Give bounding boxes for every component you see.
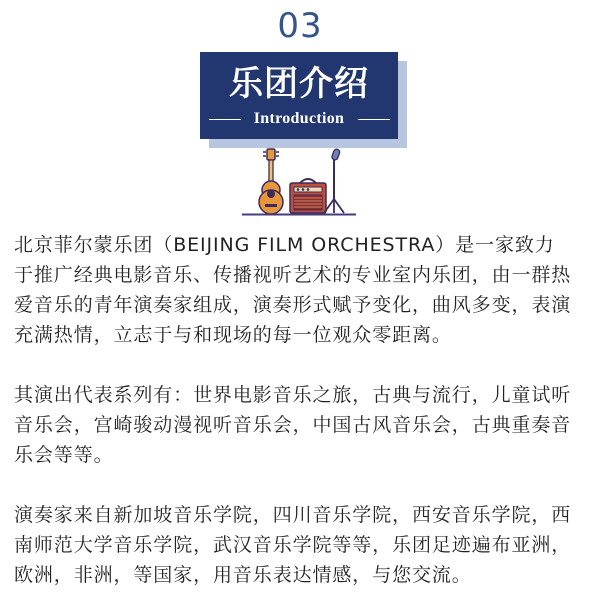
section-subtitle: Introduction: [253, 110, 345, 127]
introduction-text: [14, 230, 596, 590]
paragraph: [14, 230, 596, 350]
microphone-stand-icon: [324, 148, 344, 213]
section-title: 乐团介绍: [229, 64, 369, 104]
section-subtitle-row: [200, 108, 398, 130]
text-line: 其演出代表系列有：世界电影音乐之旅，古典与流行，儿童试听: [14, 384, 572, 406]
text-line: 演奏家来自新加坡音乐学院，四川音乐学院，西安音乐学院，西: [14, 504, 572, 526]
amplifier-icon: [290, 179, 326, 213]
paragraph: [14, 500, 596, 590]
text-line: 爱音乐的青年演奏家组成，演奏形式赋予变化，曲风多变，表演: [14, 294, 572, 316]
music-instruments-illustration: [240, 147, 360, 219]
text-line: 北京菲尔蒙乐团（BEIJING FILM ORCHESTRA）是一家致力: [14, 234, 555, 256]
text-line: 音乐会，宫崎骏动漫视听音乐会，中国古风音乐会，古典重奏音: [14, 414, 572, 436]
text-line: 乐会等等。: [14, 444, 114, 466]
text-line: 于推广经典电影音乐、传播视听艺术的专业室内乐团，由一群热: [14, 264, 572, 286]
paragraph-gap: [14, 470, 596, 500]
section-number: 03: [277, 6, 323, 46]
guitar-icon: [259, 149, 283, 214]
text-line: 欧洲，非洲，等国家，用音乐表达情感，与您交流。: [14, 564, 472, 586]
text-line: 充满热情，立志于与和现场的每一位观众零距离。: [14, 324, 452, 346]
paragraph-gap: [14, 350, 596, 380]
section-title-box: [200, 52, 398, 139]
text-line: 南师范大学音乐学院，武汉音乐学院等等，乐团足迹遍布亚洲，: [14, 534, 572, 556]
subtitle-rule-right: [358, 119, 390, 120]
paragraph: [14, 380, 596, 470]
